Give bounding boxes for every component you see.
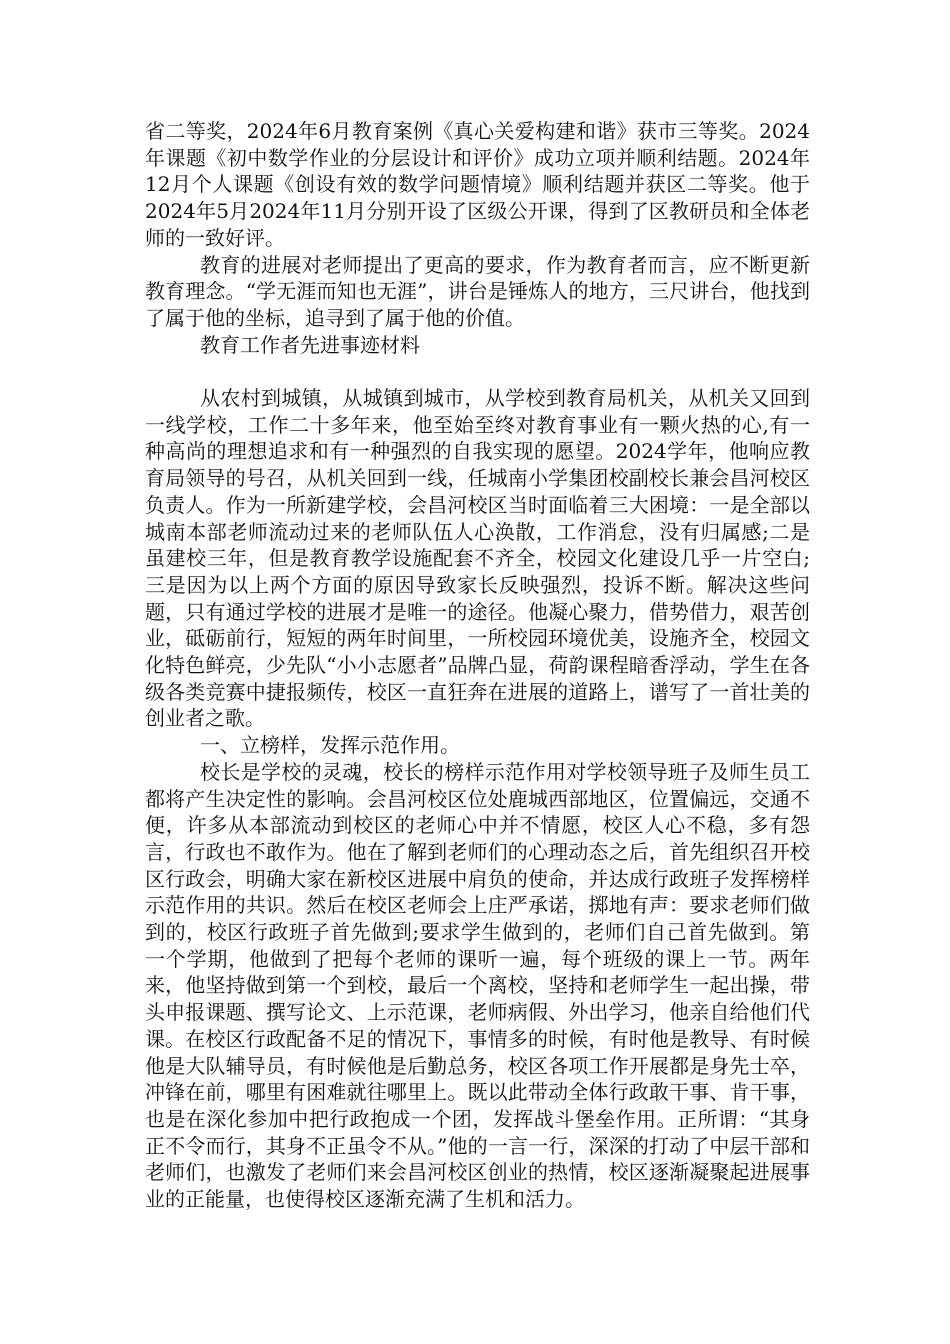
paragraph-awards: 省二等奖，2024年6月教育案例《真心关爱构建和谐》获市三等奖。2024年课题《初中数学作业的分层设计和评价》成功立项并顺利结题。2024年12月个人课题《创设有效的数学问题情境》顺利结题并获区二等奖。他于2024年5月2024年11月分别开设了区级公开课，得到了区教研员和全体老师的一致好评。 [145,119,810,250]
paragraph-career: 从农村到城镇，从城镇到城市，从学校到教育局机关，从机关又回到一线学校，工作二十多年来，他至始至终对教育事业有一颗火热的心,有一种高尚的理想追求和有一种强烈的自我实现的愿望。2024学年，他响应教育局领导的号召，从机关回到一线，任城南小学集团校副校长兼会昌河校区负责人。作为一所新建学校，会昌河校区当时面临着三大困境：一是全部以城南本部老师流动过来的老师队伍人心涣散，工作消怠，没有归属感;二是虽建校三年，但是教育教学设施配套不齐全，校园文化建设几乎一片空白;三是因为以上两个方面的原因导致家长反映强烈，投诉不断。解决这些问题，只有通过学校的进展才是唯一的途径。他凝心聚力，借势借力，艰苦创业，砥砺前行，短短的两年时间里，一所校园环境优美，设施齐全，校园文化特色鲜亮，少先队“小小志愿者”品牌凸显，荷韵课程暗香浮动，学生在各级各类竞赛中捷报频传，校区一直狂奔在进展的道路上，谱写了一首壮美的创业者之歌。 [145,386,810,731]
blank-line [145,358,810,385]
paragraph-education-progress: 教育的进展对老师提出了更高的要求，作为教育者而言，应不断更新教育理念。“学无涯而知也无涯”，讲台是锤炼人的地方，三尺讲台，他找到了属于他的坐标，追寻到了属于他的价值。 [145,252,810,330]
paragraph-role-model: 校长是学校的灵魂，校长的榜样示范作用对学校领导班子及师生员工都将产生决定性的影响。会昌河校区位处鹿城西部地区，位置偏远，交通不便，许多从本部流动到校区的老师心中并不情愿，校区人心不稳，多有怨言，行政也不敢作为。他在了解到老师们的心理动态之后，首先组织召开校区行政会，明确大家在新校区进展中肩负的使命，并达成行政班子发挥榜样示范作用的共识。然后在校区老师会上庄严承诺，掷地有声：要求老师们做到的，校区行政班子首先做到;要求学生做到的，老师们自己首先做到。第一个学期，他做到了把每个老师的课听一遍，每个班级的课上一节。两年来，他坚持做到第一个到校，最后一个离校，坚持和老师学生一起出操，带头申报课题、撰写论文、上示范课，老师病假、外出学习，他亲自给他们代课。在校区行政配备不足的情况下，事情多的时候，有时他是教导、有时候他是大队辅导员，有时候他是后勤总务，校区各项工作开展都是身先士卒，冲锋在前，哪里有困难就往哪里上。既以此带动全体行政敢干事、肯干事，也是在深化参加中把行政抱成一个团，发挥战斗堡垒作用。正所谓：“其身正不令而行，其身不正虽令不从。”他的一言一行，深深的打动了中层干部和老师们，也激发了老师们来会昌河校区创业的热情，校区逐渐凝聚起进展事业的正能量，也使得校区逐渐充满了生机和活力。 [145,759,810,1212]
document-title: 教育工作者先进事迹材料 [200,332,420,357]
document-body [145,118,810,1213]
section-heading-1: 一、立榜样，发挥示范作用。 [200,733,460,758]
